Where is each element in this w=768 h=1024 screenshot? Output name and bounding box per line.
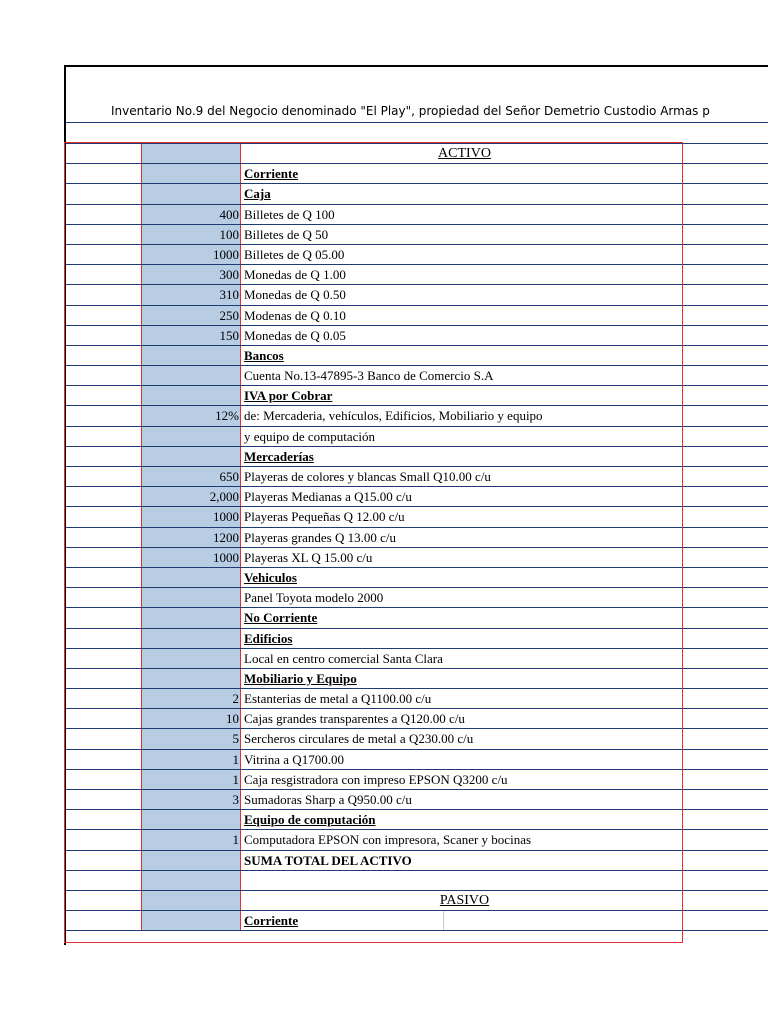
description-cell[interactable]: Playeras de colores y blancas Small Q10.00 c/u bbox=[244, 469, 491, 484]
description-cell[interactable]: Modenas de Q 0.10 bbox=[244, 307, 346, 323]
description-cell[interactable]: Corriente bbox=[244, 166, 299, 182]
table-row bbox=[66, 366, 768, 386]
quantity-cell[interactable] bbox=[142, 447, 241, 466]
quantity-cell[interactable]: 100 bbox=[142, 225, 241, 244]
quantity-cell[interactable]: 1000 bbox=[142, 245, 241, 264]
cell-a[interactable] bbox=[66, 588, 142, 607]
quantity-cell[interactable] bbox=[142, 608, 241, 627]
description-cell[interactable]: Panel Toyota modelo 2000 bbox=[244, 590, 384, 606]
description-cell[interactable]: Playeras Pequeñas Q 12.00 c/u bbox=[244, 509, 405, 525]
cell-d[interactable] bbox=[685, 467, 768, 486]
description-cell[interactable]: Mobiliario y Equipo bbox=[244, 670, 357, 686]
quantity-cell[interactable]: 1000 bbox=[142, 507, 241, 526]
table-row bbox=[66, 205, 768, 225]
cell-a[interactable] bbox=[66, 447, 142, 466]
cell-d[interactable] bbox=[685, 144, 768, 163]
cell-a[interactable] bbox=[66, 750, 142, 769]
cell-a[interactable] bbox=[66, 911, 142, 930]
quantity-cell[interactable]: 2,000 bbox=[142, 487, 241, 506]
cell-d[interactable] bbox=[685, 588, 768, 607]
description-cell[interactable]: Playeras grandes Q 13.00 c/u bbox=[244, 529, 396, 545]
cell-d[interactable] bbox=[685, 830, 768, 849]
quantity-cell[interactable]: 1 bbox=[142, 770, 241, 789]
description-cell[interactable]: Billetes de Q 05.00 bbox=[244, 246, 345, 262]
quantity-cell[interactable] bbox=[142, 871, 241, 890]
table-row bbox=[66, 507, 768, 527]
cell-d[interactable] bbox=[685, 851, 768, 870]
cell-a[interactable] bbox=[66, 285, 142, 304]
quantity-cell[interactable] bbox=[142, 144, 241, 163]
description-cell[interactable]: IVA por Cobrar bbox=[244, 388, 333, 404]
quantity-cell[interactable]: 12% bbox=[142, 406, 241, 425]
quantity-cell[interactable]: 310 bbox=[142, 285, 241, 304]
cell-d[interactable] bbox=[685, 285, 768, 304]
quantity-cell[interactable] bbox=[142, 184, 241, 203]
cell-a[interactable] bbox=[66, 548, 142, 567]
description-cell[interactable]: Caja bbox=[244, 186, 271, 202]
description-cell[interactable]: Monedas de Q 1.00 bbox=[244, 267, 346, 283]
cell-d[interactable] bbox=[685, 447, 768, 466]
cell-d[interactable] bbox=[685, 306, 768, 325]
cell-d[interactable] bbox=[685, 911, 768, 930]
cell-d[interactable] bbox=[685, 871, 768, 890]
cell-d[interactable] bbox=[685, 750, 768, 769]
quantity-cell[interactable] bbox=[142, 810, 241, 829]
quantity-cell[interactable] bbox=[142, 649, 241, 668]
quantity-cell[interactable] bbox=[142, 891, 241, 910]
quantity-cell[interactable]: 250 bbox=[142, 306, 241, 325]
table-row bbox=[66, 285, 768, 305]
description-cell[interactable]: Playeras Medianas a Q15.00 c/u bbox=[244, 489, 412, 505]
table-row bbox=[66, 649, 768, 669]
description-cell[interactable]: Equipo de computación bbox=[244, 812, 376, 828]
cell-a[interactable] bbox=[66, 709, 142, 728]
description-cell[interactable]: Bancos bbox=[244, 347, 284, 363]
cell-d[interactable] bbox=[685, 507, 768, 526]
cell-a[interactable] bbox=[66, 629, 142, 648]
description-cell[interactable]: Corriente bbox=[244, 913, 299, 929]
quantity-cell[interactable] bbox=[142, 588, 241, 607]
cell-d[interactable] bbox=[685, 164, 768, 183]
inventory-table bbox=[66, 144, 768, 931]
cell-a[interactable] bbox=[66, 164, 142, 183]
quantity-cell[interactable] bbox=[142, 629, 241, 648]
cell-a[interactable] bbox=[66, 245, 142, 264]
cell-a[interactable] bbox=[66, 830, 142, 849]
cell-a[interactable] bbox=[66, 326, 142, 345]
cell-d[interactable] bbox=[685, 568, 768, 587]
table-row bbox=[66, 406, 768, 426]
quantity-cell[interactable] bbox=[142, 386, 241, 405]
description-cell[interactable]: Computadora EPSON con impresora, Scaner y bocinas bbox=[244, 832, 532, 848]
cell-a[interactable] bbox=[66, 346, 142, 365]
table-row bbox=[66, 851, 768, 871]
description-cell[interactable]: SUMA TOTAL DEL ACTIVO bbox=[244, 852, 412, 868]
cell-a[interactable] bbox=[66, 790, 142, 809]
description-cell[interactable]: Local en centro comercial Santa Clara bbox=[244, 650, 443, 666]
cell-d[interactable] bbox=[685, 649, 768, 668]
description-cell[interactable]: Monedas de Q 0.50 bbox=[244, 287, 346, 303]
table-row bbox=[66, 911, 768, 931]
cell-d[interactable] bbox=[685, 225, 768, 244]
quantity-cell[interactable]: 400 bbox=[142, 205, 241, 224]
cell-a[interactable] bbox=[66, 386, 142, 405]
quantity-cell[interactable]: 1 bbox=[142, 830, 241, 849]
table-row bbox=[66, 729, 768, 749]
cell-a[interactable] bbox=[66, 770, 142, 789]
cell-d[interactable] bbox=[685, 406, 768, 425]
table-row bbox=[66, 184, 768, 204]
cell-a[interactable] bbox=[66, 427, 142, 446]
cell-d[interactable] bbox=[685, 326, 768, 345]
cell-a[interactable] bbox=[66, 729, 142, 748]
quantity-cell[interactable]: 650 bbox=[142, 467, 241, 486]
description-cell[interactable]: Playeras XL Q 15.00 c/u bbox=[244, 549, 373, 565]
table-row bbox=[66, 871, 768, 891]
table-row bbox=[66, 568, 768, 588]
quantity-cell[interactable] bbox=[142, 427, 241, 446]
table-row bbox=[66, 830, 768, 850]
table-row bbox=[66, 790, 768, 810]
cell-d[interactable] bbox=[685, 245, 768, 264]
cell-a[interactable] bbox=[66, 871, 142, 890]
quantity-cell[interactable]: 1200 bbox=[142, 528, 241, 547]
cell-d[interactable] bbox=[685, 487, 768, 506]
table-row bbox=[66, 447, 768, 467]
cell-d[interactable] bbox=[685, 184, 768, 203]
cell-a[interactable] bbox=[66, 406, 142, 425]
cell-a[interactable] bbox=[66, 306, 142, 325]
title-row bbox=[66, 67, 768, 123]
table-row bbox=[66, 750, 768, 770]
cell-d[interactable] bbox=[685, 790, 768, 809]
cell-a[interactable] bbox=[66, 225, 142, 244]
cell-a[interactable] bbox=[66, 144, 142, 163]
cell-d[interactable] bbox=[685, 205, 768, 224]
cell-a[interactable] bbox=[66, 528, 142, 547]
cell-a[interactable] bbox=[66, 669, 142, 688]
table-row bbox=[66, 548, 768, 568]
description-cell[interactable]: Cuenta No.13-47895-3 Banco de Comercio S.A bbox=[244, 368, 494, 384]
quantity-cell[interactable]: 10 bbox=[142, 709, 241, 728]
quantity-cell[interactable] bbox=[142, 568, 241, 587]
cell-d[interactable] bbox=[685, 669, 768, 688]
table-row bbox=[66, 588, 768, 608]
quantity-cell[interactable] bbox=[142, 346, 241, 365]
cell-d[interactable] bbox=[685, 810, 768, 829]
cell-d[interactable] bbox=[685, 265, 768, 284]
table-row bbox=[66, 427, 768, 447]
cell-d[interactable] bbox=[685, 629, 768, 648]
cell-divider bbox=[443, 911, 444, 930]
cell-d[interactable] bbox=[685, 548, 768, 567]
table-row bbox=[66, 144, 768, 164]
spreadsheet bbox=[64, 65, 768, 945]
table-row bbox=[66, 608, 768, 628]
blank-row[interactable] bbox=[66, 123, 768, 144]
quantity-cell[interactable]: 1000 bbox=[142, 548, 241, 567]
table-row bbox=[66, 689, 768, 709]
table-row bbox=[66, 306, 768, 326]
cell-d[interactable] bbox=[685, 346, 768, 365]
cell-a[interactable] bbox=[66, 568, 142, 587]
description-cell[interactable]: Caja resgistradora con impreso EPSON Q3200 c/u bbox=[244, 771, 508, 787]
table-row bbox=[66, 386, 768, 406]
quantity-cell[interactable]: 1 bbox=[142, 750, 241, 769]
cell-a[interactable] bbox=[66, 891, 142, 910]
table-row bbox=[66, 467, 768, 487]
sheet-title: Inventario No.9 del Negocio denominado "El Play", propiedad del Señor Demetrio Custodio Armas p bbox=[111, 104, 710, 118]
description-cell[interactable]: Billetes de Q 100 bbox=[244, 206, 335, 222]
description-cell[interactable]: Sumadoras Sharp a Q950.00 c/u bbox=[244, 792, 412, 807]
table-row bbox=[66, 770, 768, 790]
description-cell[interactable]: Cajas grandes transparentes a Q120.00 c/u bbox=[244, 711, 465, 727]
description-cell[interactable]: y equipo de computación bbox=[244, 428, 376, 444]
table-row bbox=[66, 346, 768, 366]
table-row bbox=[66, 810, 768, 830]
quantity-cell[interactable]: 5 bbox=[142, 729, 241, 748]
description-cell[interactable]: Sercheros circulares de metal a Q230.00 c/u bbox=[244, 731, 474, 747]
cell-a[interactable] bbox=[66, 205, 142, 224]
cell-a[interactable] bbox=[66, 507, 142, 526]
description-cell[interactable]: Mercaderías bbox=[244, 448, 314, 464]
quantity-cell[interactable] bbox=[142, 851, 241, 870]
table-row bbox=[66, 669, 768, 689]
cell-a[interactable] bbox=[66, 608, 142, 627]
cell-a[interactable] bbox=[66, 487, 142, 506]
table-row bbox=[66, 265, 768, 285]
cell-d[interactable] bbox=[685, 427, 768, 446]
quantity-cell[interactable] bbox=[142, 164, 241, 183]
cell-a[interactable] bbox=[66, 366, 142, 385]
table-row bbox=[66, 225, 768, 245]
cell-d[interactable] bbox=[685, 528, 768, 547]
cell-a[interactable] bbox=[66, 649, 142, 668]
description-cell[interactable]: Monedas de Q 0.05 bbox=[244, 327, 346, 343]
table-row bbox=[66, 326, 768, 346]
description-cell[interactable]: Billetes de Q 50 bbox=[244, 226, 329, 242]
table-row bbox=[66, 629, 768, 649]
quantity-cell[interactable]: 2 bbox=[142, 689, 241, 708]
cell-d[interactable] bbox=[685, 709, 768, 728]
description-cell[interactable] bbox=[242, 871, 685, 890]
cell-d[interactable] bbox=[685, 366, 768, 385]
description-cell[interactable]: Edificios bbox=[244, 630, 293, 646]
description-cell[interactable]: Vitrina a Q1700.00 bbox=[244, 751, 344, 767]
description-cell[interactable]: No Corriente bbox=[244, 610, 318, 626]
cell-d[interactable] bbox=[685, 891, 768, 910]
table-row bbox=[66, 891, 768, 911]
cell-a[interactable] bbox=[66, 810, 142, 829]
cell-a[interactable] bbox=[66, 265, 142, 284]
cell-a[interactable] bbox=[66, 184, 142, 203]
cell-d[interactable] bbox=[685, 729, 768, 748]
description-cell[interactable]: PASIVO bbox=[439, 892, 490, 908]
description-cell[interactable]: Vehiculos bbox=[244, 569, 297, 585]
quantity-cell[interactable] bbox=[142, 669, 241, 688]
cell-d[interactable] bbox=[685, 689, 768, 708]
table-row bbox=[66, 245, 768, 265]
cell-a[interactable] bbox=[66, 467, 142, 486]
cell-d[interactable] bbox=[685, 770, 768, 789]
quantity-cell[interactable]: 3 bbox=[142, 790, 241, 809]
quantity-cell[interactable]: 150 bbox=[142, 326, 241, 345]
table-row bbox=[66, 709, 768, 729]
description-cell[interactable]: Estanterias de metal a Q1100.00 c/u bbox=[244, 691, 432, 707]
table-row bbox=[66, 487, 768, 507]
table-row bbox=[66, 164, 768, 184]
quantity-cell[interactable]: 300 bbox=[142, 265, 241, 284]
quantity-cell[interactable] bbox=[142, 911, 241, 930]
cell-d[interactable] bbox=[685, 608, 768, 627]
cell-d[interactable] bbox=[685, 386, 768, 405]
description-cell[interactable]: ACTIVO bbox=[438, 146, 491, 161]
quantity-cell[interactable] bbox=[142, 366, 241, 385]
description-cell[interactable]: de: Mercaderia, vehículos, Edificios, Mobiliario y equipo bbox=[244, 408, 543, 424]
cell-a[interactable] bbox=[66, 689, 142, 708]
cell-a[interactable] bbox=[66, 851, 142, 870]
table-row bbox=[66, 528, 768, 548]
